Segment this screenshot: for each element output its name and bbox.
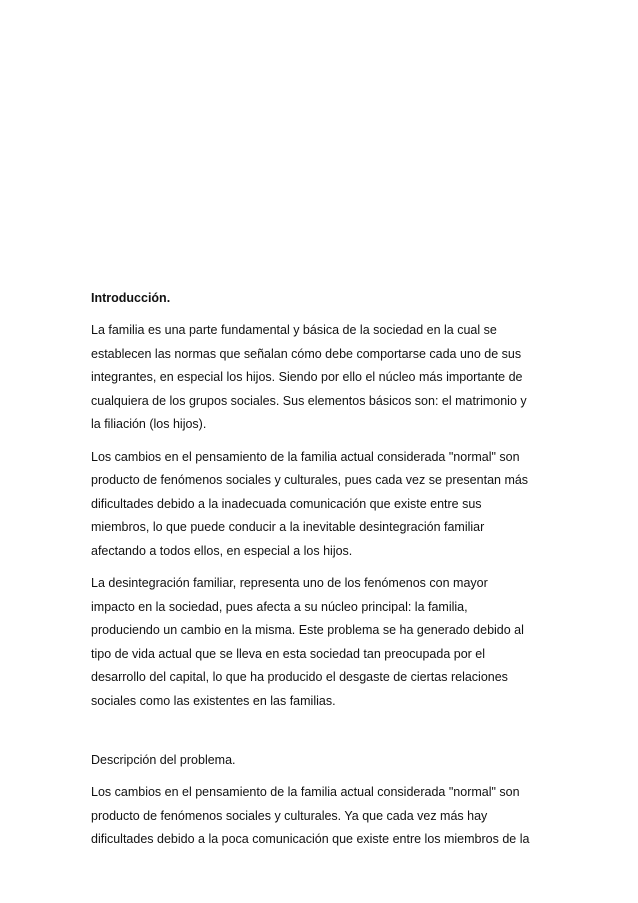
text-line: dificultades debido a la inadecuada comunicación que existe entre sus <box>91 496 482 511</box>
text-line: dificultades debido a la poca comunicación que existe entre los miembros de la <box>91 832 530 846</box>
text-line: La familia es una parte fundamental y básica de la sociedad en la cual se <box>91 323 497 337</box>
text-line: impacto en la sociedad, pues afecta a su núcleo principal: la familia, <box>91 599 468 614</box>
document-body <box>91 288 546 861</box>
text-line: miembros, lo que puede conducir a la inevitable desintegración familiar <box>91 520 485 534</box>
text-line: Los cambios en el pensamiento de la familia actual considerada "normal" son <box>91 449 520 464</box>
text-line: producto de fenómenos sociales y culturales, pues cada vez se presentan más <box>91 473 529 487</box>
text-line: la filiación (los hijos). <box>91 417 207 431</box>
intro-paragraph-2 <box>91 446 546 564</box>
section-spacer <box>91 722 546 750</box>
text-line: desarrollo del capital, lo que ha producido el desgaste de ciertas relaciones <box>91 670 508 684</box>
problem-heading: Descripción del problema. <box>91 753 236 767</box>
intro-paragraph-1 <box>91 319 546 437</box>
problem-paragraph-1 <box>91 781 546 852</box>
text-line: afectando a todos ellos, en especial a los hijos. <box>91 543 353 558</box>
text-line: La desintegración familiar, representa uno de los fenómenos con mayor <box>91 576 488 590</box>
text-line: producto de fenómenos sociales y culturales. Ya que cada vez más hay <box>91 808 488 823</box>
intro-paragraph-3 <box>91 572 546 713</box>
text-line: cualquiera de los grupos sociales. Sus elementos básicos son: el matrimonio y <box>91 393 527 408</box>
text-line: tipo de vida actual que se lleva en esta sociedad tan preocupada por el <box>91 646 486 661</box>
intro-heading: Introducción. <box>91 291 171 305</box>
text-line: produciendo un cambio en la misma. Este problema se ha generado debido al <box>91 623 524 637</box>
text-line: Los cambios en el pensamiento de la familia actual considerada "normal" son <box>91 785 520 799</box>
text-line: establecen las normas que señalan cómo debe comportarse cada uno de sus <box>91 346 522 361</box>
text-line: sociales como las existentes en las familias. <box>91 693 336 708</box>
text-line: integrantes, en especial los hijos. Siendo por ello el núcleo más importante de <box>91 370 523 384</box>
